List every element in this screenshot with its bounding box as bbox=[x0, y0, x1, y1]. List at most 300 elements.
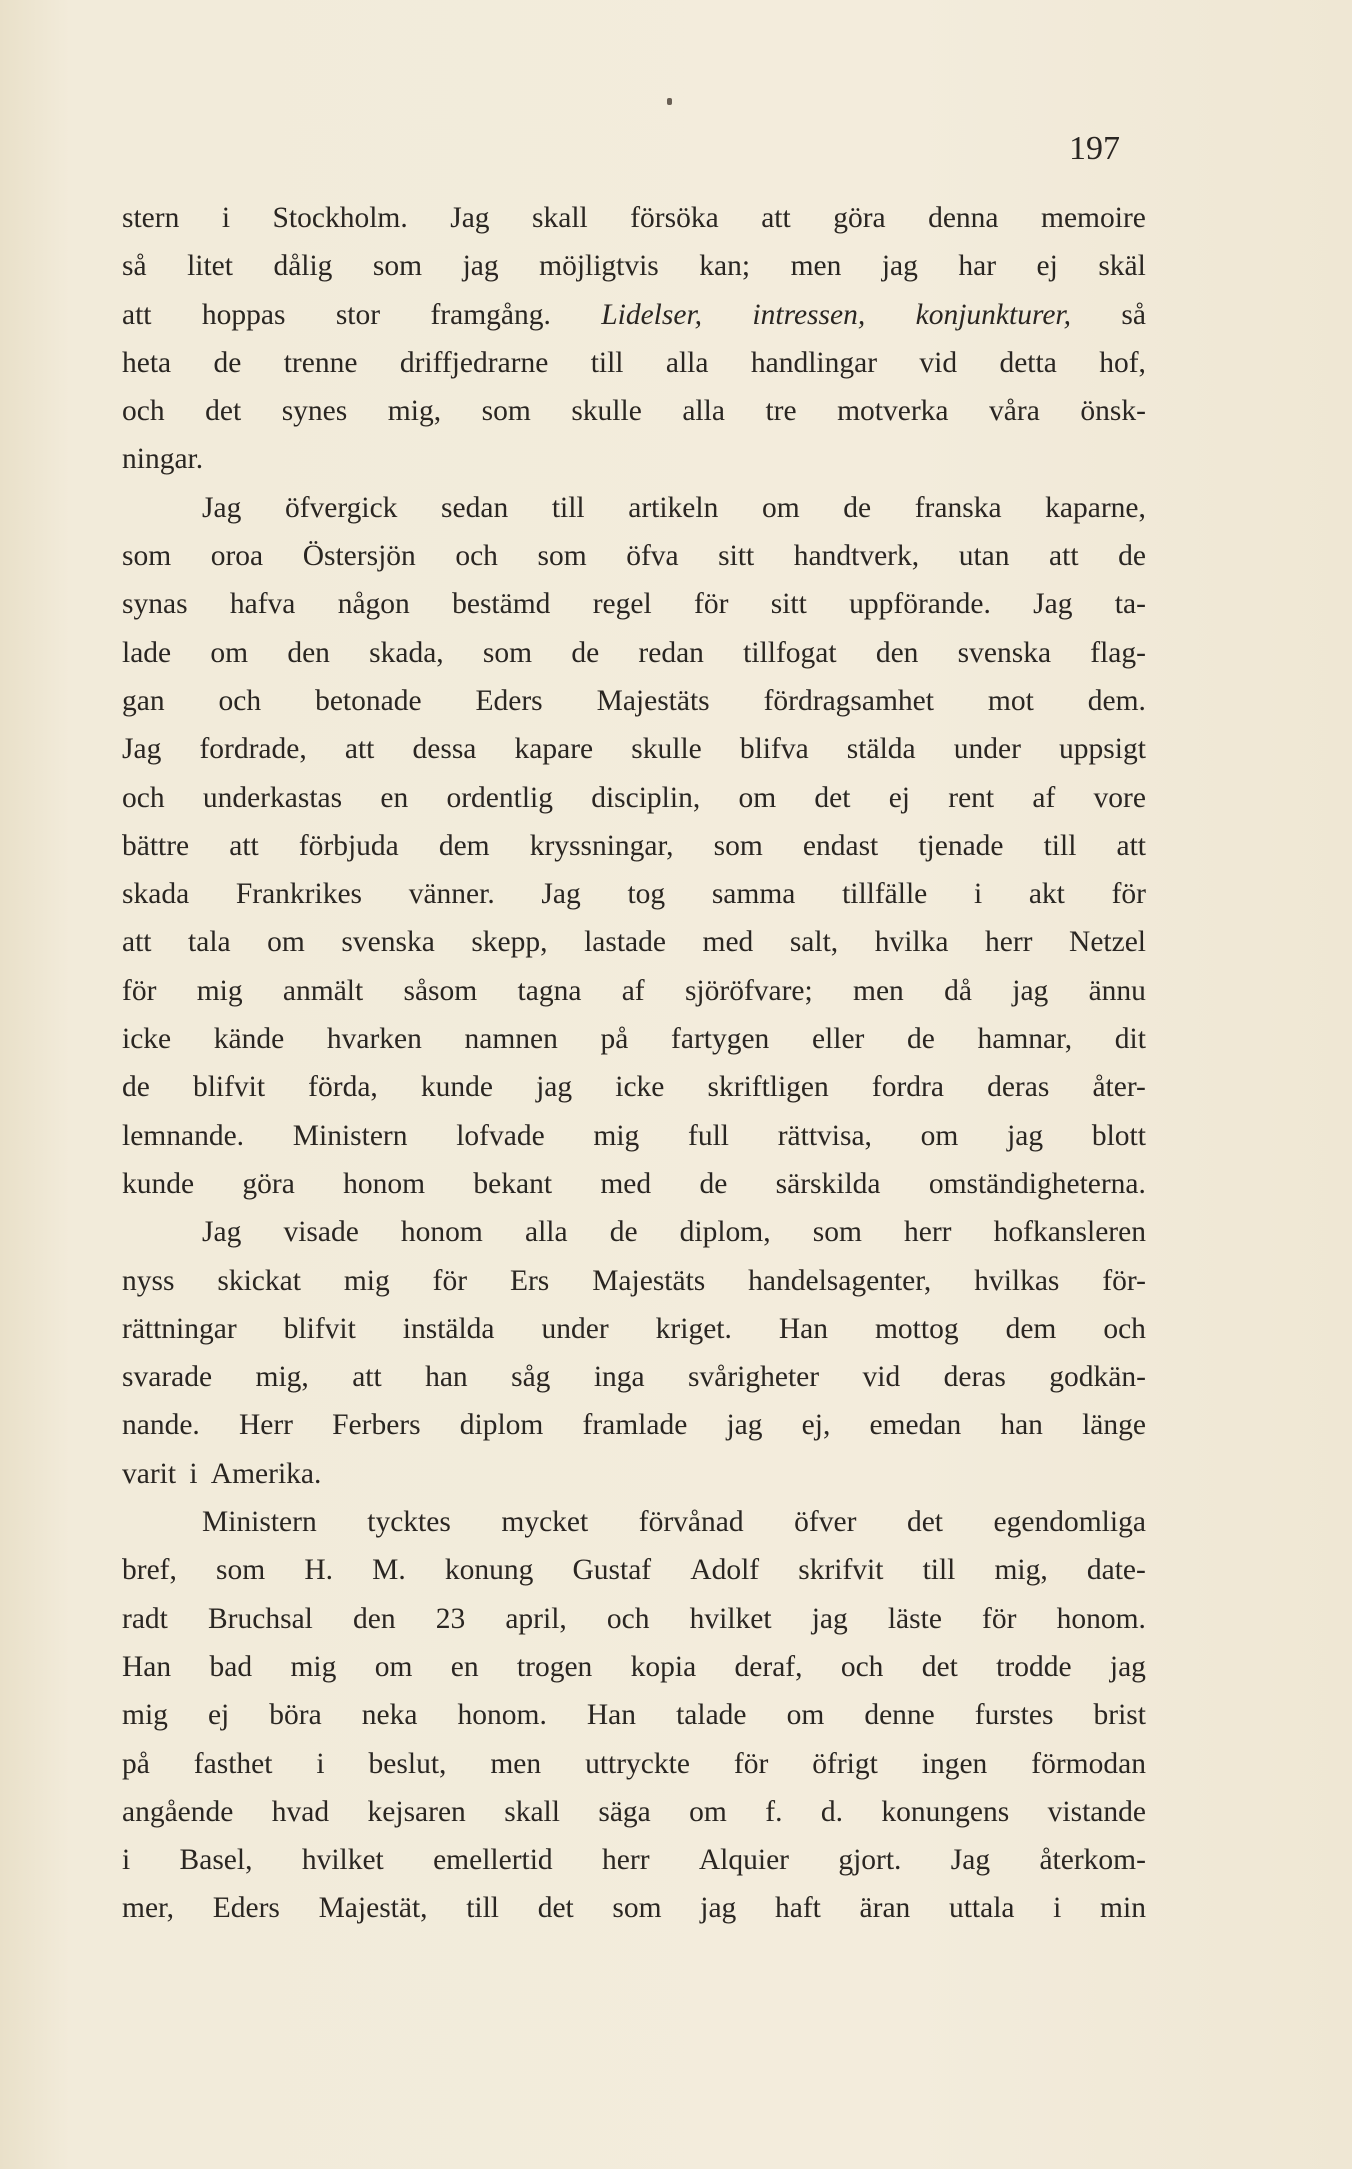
word: för bbox=[1111, 878, 1146, 911]
word: stor bbox=[335, 298, 381, 331]
word: förvånad bbox=[638, 1506, 744, 1539]
word: artikeln bbox=[628, 491, 719, 524]
word: lemnande. bbox=[122, 1119, 245, 1152]
word: öfva bbox=[626, 540, 679, 573]
word: beslut, bbox=[368, 1747, 447, 1780]
word: och bbox=[122, 781, 165, 814]
word: betonade bbox=[315, 684, 422, 717]
word: blott bbox=[1091, 1119, 1146, 1152]
word: någon bbox=[337, 588, 410, 621]
word: instälda bbox=[402, 1312, 495, 1345]
word: ej bbox=[888, 781, 910, 814]
word: jag bbox=[1007, 1119, 1044, 1152]
text-line bbox=[122, 250, 1146, 298]
text-line bbox=[122, 878, 1146, 926]
word: kände bbox=[213, 1023, 285, 1056]
word: disciplin, bbox=[591, 781, 701, 814]
word: det bbox=[537, 1892, 574, 1925]
word: uttryckte bbox=[585, 1747, 690, 1780]
word: deraf, bbox=[734, 1650, 803, 1683]
word: jag bbox=[811, 1602, 848, 1635]
word: tycktes bbox=[367, 1506, 451, 1539]
word: som bbox=[372, 250, 423, 283]
word: f. bbox=[765, 1795, 783, 1828]
text-line bbox=[122, 1023, 1146, 1071]
word: Bruchsal bbox=[208, 1602, 313, 1635]
word: sitt bbox=[718, 540, 755, 573]
word: fartygen bbox=[671, 1023, 770, 1056]
word: honom bbox=[343, 1167, 426, 1200]
word: försöka bbox=[630, 202, 719, 234]
word: Östersjön bbox=[302, 540, 416, 573]
word: ej, bbox=[801, 1409, 831, 1442]
text-line bbox=[122, 733, 1146, 781]
word: intressen, bbox=[752, 298, 866, 331]
word: rättningar bbox=[122, 1312, 237, 1345]
word: då bbox=[944, 974, 972, 1007]
word: mottog bbox=[874, 1312, 959, 1345]
word: Gustaf bbox=[572, 1554, 652, 1587]
word: franska bbox=[914, 491, 1002, 524]
word: om bbox=[689, 1795, 727, 1828]
word: gan bbox=[122, 684, 165, 717]
word: omständigheterna. bbox=[928, 1167, 1146, 1200]
word: herr bbox=[602, 1844, 650, 1877]
word: önsk- bbox=[1080, 395, 1146, 428]
word: hvarken bbox=[326, 1023, 422, 1056]
word: i bbox=[221, 202, 231, 234]
word: skall bbox=[504, 1795, 560, 1828]
word: af bbox=[621, 974, 645, 1007]
word: full bbox=[688, 1119, 729, 1152]
word: som bbox=[812, 1216, 862, 1249]
word: det bbox=[814, 781, 851, 814]
word: ningar. bbox=[122, 443, 204, 476]
word: bättre bbox=[122, 829, 190, 862]
word: mig bbox=[196, 974, 243, 1007]
word: Stockholm. bbox=[272, 202, 408, 234]
word: sitt bbox=[770, 588, 807, 621]
word: bref, bbox=[122, 1554, 177, 1587]
word: som bbox=[537, 540, 587, 573]
word: kan; bbox=[699, 250, 751, 283]
word: dem bbox=[1005, 1312, 1057, 1345]
text-line bbox=[122, 1265, 1146, 1313]
word: furstes bbox=[974, 1699, 1054, 1732]
word: han bbox=[425, 1361, 468, 1394]
word: skickat bbox=[217, 1264, 301, 1297]
word: Ferbers bbox=[332, 1409, 421, 1442]
word: synes bbox=[281, 395, 348, 428]
word: mig, bbox=[387, 395, 442, 428]
word: redan bbox=[638, 636, 704, 669]
word: ordentlig bbox=[446, 781, 553, 814]
word: möjligtvis bbox=[539, 250, 659, 283]
word: Majestäts bbox=[596, 684, 710, 717]
word: för bbox=[694, 588, 729, 621]
word: Jag bbox=[450, 202, 490, 234]
word: som bbox=[216, 1554, 266, 1587]
word: jag bbox=[462, 250, 499, 283]
word: brist bbox=[1093, 1699, 1146, 1732]
text-line bbox=[122, 1120, 1146, 1168]
word: den bbox=[875, 636, 919, 669]
word: den bbox=[287, 636, 330, 669]
word: kejsaren bbox=[367, 1795, 466, 1828]
word: svarade bbox=[122, 1361, 213, 1394]
text-line bbox=[122, 1748, 1146, 1796]
word: mot bbox=[987, 684, 1034, 717]
word: för bbox=[122, 974, 157, 1007]
word: så bbox=[122, 250, 147, 283]
word: göra bbox=[833, 202, 886, 234]
word: H. bbox=[304, 1554, 333, 1587]
word: handlingar bbox=[750, 346, 878, 379]
word: att bbox=[352, 1361, 382, 1394]
word: egendomliga bbox=[993, 1506, 1146, 1539]
word: utan bbox=[958, 540, 1010, 573]
word: med bbox=[600, 1167, 652, 1200]
text-line bbox=[122, 588, 1146, 636]
word: men bbox=[853, 974, 904, 1007]
word: Jag bbox=[202, 491, 242, 524]
word: tjenade bbox=[918, 829, 1004, 862]
word: det bbox=[906, 1506, 943, 1539]
word: för bbox=[432, 1264, 468, 1297]
word: fordrade, bbox=[199, 733, 307, 766]
word: tillfogat bbox=[743, 636, 837, 669]
word: denne bbox=[864, 1699, 935, 1732]
word: icke bbox=[615, 1071, 665, 1104]
word: honom. bbox=[457, 1699, 547, 1732]
word: mig bbox=[343, 1264, 390, 1297]
word: Netzel bbox=[1069, 926, 1146, 959]
word: de bbox=[1118, 540, 1146, 573]
word: de bbox=[843, 491, 872, 524]
word: till bbox=[551, 491, 585, 524]
word: motverka bbox=[837, 395, 949, 428]
word: vid bbox=[862, 1361, 901, 1394]
word: de bbox=[609, 1216, 638, 1249]
word: om bbox=[761, 491, 800, 524]
word: jag bbox=[1012, 974, 1049, 1007]
word: han bbox=[1000, 1409, 1043, 1442]
text-line bbox=[122, 1216, 1146, 1264]
word: särskilda bbox=[775, 1167, 881, 1200]
text-line bbox=[122, 1313, 1146, 1361]
word: dem bbox=[438, 829, 490, 862]
word: ej bbox=[207, 1699, 230, 1732]
word: Lidelser, bbox=[601, 298, 703, 331]
word: stern bbox=[122, 202, 180, 234]
word: länge bbox=[1082, 1409, 1146, 1442]
word: såg bbox=[511, 1361, 551, 1394]
word: de bbox=[907, 1023, 935, 1056]
word: Han bbox=[122, 1650, 172, 1683]
text-line bbox=[122, 540, 1146, 588]
word: åter- bbox=[1092, 1071, 1146, 1104]
word: hafva bbox=[229, 588, 296, 621]
word: skada bbox=[122, 878, 190, 911]
text-line bbox=[122, 1892, 1146, 1940]
word: har bbox=[958, 250, 997, 283]
word: jag bbox=[700, 1892, 737, 1925]
word: sedan bbox=[441, 491, 509, 524]
word: visade bbox=[283, 1216, 359, 1249]
word: tre bbox=[765, 395, 797, 428]
word: deras bbox=[987, 1071, 1050, 1104]
word: om bbox=[374, 1650, 413, 1683]
word: neka bbox=[361, 1699, 418, 1732]
word: till bbox=[1043, 829, 1077, 862]
word: det bbox=[921, 1650, 958, 1683]
word: Ministern bbox=[202, 1506, 317, 1539]
word: blifvit bbox=[192, 1071, 266, 1104]
text-line bbox=[122, 202, 1146, 250]
text-line bbox=[122, 1071, 1146, 1119]
word: skulle bbox=[571, 395, 642, 428]
word: Han bbox=[778, 1312, 828, 1345]
word: konungens bbox=[881, 1795, 1010, 1828]
text-line bbox=[122, 347, 1146, 395]
word: honom bbox=[400, 1216, 483, 1249]
word: herr bbox=[984, 926, 1033, 959]
word: kunde bbox=[420, 1071, 493, 1104]
word: date- bbox=[1086, 1554, 1146, 1587]
word: och bbox=[606, 1602, 650, 1635]
text-line bbox=[122, 1458, 1146, 1506]
word: tala bbox=[188, 926, 231, 959]
word: oroa bbox=[210, 540, 264, 573]
word: M. bbox=[372, 1554, 406, 1587]
word: om bbox=[920, 1119, 959, 1152]
word: namnen bbox=[464, 1023, 558, 1056]
word: alla bbox=[665, 346, 709, 379]
word: böra bbox=[269, 1699, 322, 1732]
word: salt, bbox=[789, 926, 839, 959]
word: emellertid bbox=[433, 1844, 553, 1877]
word: mer, bbox=[122, 1892, 175, 1925]
text-line bbox=[122, 1844, 1146, 1892]
text-line bbox=[122, 637, 1146, 685]
word: till bbox=[466, 1892, 500, 1925]
word: hvad bbox=[271, 1795, 330, 1828]
word: och bbox=[840, 1650, 884, 1683]
word: honom. bbox=[1056, 1602, 1146, 1635]
text-line bbox=[122, 1506, 1146, 1554]
word: förda, bbox=[308, 1071, 378, 1104]
word: denna bbox=[928, 202, 999, 234]
word: förmodan bbox=[1031, 1747, 1146, 1780]
text-line bbox=[122, 443, 1146, 491]
word: skäl bbox=[1098, 250, 1146, 283]
word: jag bbox=[536, 1071, 573, 1104]
word: ingen bbox=[921, 1747, 988, 1780]
word: handtverk, bbox=[793, 540, 920, 573]
word: varit bbox=[122, 1457, 177, 1490]
word: regel bbox=[592, 588, 652, 621]
word: samma bbox=[711, 878, 796, 911]
word: om bbox=[267, 926, 305, 959]
text-line bbox=[122, 395, 1146, 443]
word: rent bbox=[948, 781, 995, 814]
word: de bbox=[122, 1071, 150, 1104]
word: om bbox=[738, 781, 777, 814]
word: underkastas bbox=[202, 781, 343, 814]
word: uppsigt bbox=[1059, 733, 1146, 766]
word: göra bbox=[242, 1167, 295, 1200]
word: haft bbox=[774, 1892, 821, 1925]
word: men bbox=[790, 250, 842, 283]
text-line bbox=[122, 926, 1146, 974]
word: som bbox=[713, 829, 763, 862]
word: de bbox=[699, 1167, 728, 1200]
word: en bbox=[380, 781, 409, 814]
word: svenska bbox=[957, 636, 1052, 669]
text-line bbox=[122, 492, 1146, 540]
word: till bbox=[590, 346, 624, 379]
word: Ers bbox=[509, 1264, 550, 1297]
word: trogen bbox=[516, 1650, 593, 1683]
word: läste bbox=[887, 1602, 942, 1635]
word: Jag bbox=[950, 1844, 991, 1877]
word: dit bbox=[1114, 1023, 1146, 1056]
word: icke bbox=[122, 1023, 172, 1056]
word: anmält bbox=[282, 974, 364, 1007]
word: akt bbox=[1028, 878, 1065, 911]
text-line bbox=[122, 1796, 1146, 1844]
word: i bbox=[1053, 1892, 1062, 1925]
word: Han bbox=[586, 1699, 637, 1732]
word: skall bbox=[532, 202, 588, 234]
word: svårigheter bbox=[688, 1361, 820, 1394]
word: för bbox=[733, 1747, 769, 1780]
word: under bbox=[953, 733, 1021, 766]
word: detta bbox=[999, 346, 1057, 379]
word: mig bbox=[290, 1650, 337, 1683]
page-number: 197 bbox=[1069, 130, 1120, 167]
word: och bbox=[455, 540, 498, 573]
word: heta bbox=[122, 346, 172, 379]
word: Herr bbox=[238, 1409, 293, 1442]
text-line bbox=[122, 1603, 1146, 1651]
word: i bbox=[973, 878, 983, 911]
word: på bbox=[600, 1023, 629, 1056]
word: om bbox=[210, 636, 249, 669]
word: sjöröfvare; bbox=[684, 974, 813, 1007]
word: att bbox=[1116, 829, 1146, 862]
word: deras bbox=[943, 1361, 1006, 1394]
word: d. bbox=[820, 1795, 844, 1828]
word: att bbox=[122, 298, 152, 331]
text-line bbox=[122, 830, 1146, 878]
word: Alquier bbox=[698, 1844, 789, 1877]
word: och bbox=[218, 684, 262, 717]
word: under bbox=[541, 1312, 609, 1345]
word: att bbox=[344, 733, 375, 766]
word: hoppas bbox=[201, 298, 286, 331]
word: som bbox=[612, 1892, 662, 1925]
text-line bbox=[122, 1361, 1146, 1409]
word: framgång. bbox=[430, 298, 551, 331]
word: så bbox=[1121, 298, 1146, 331]
body-text bbox=[122, 202, 1146, 1941]
word: lofvade bbox=[456, 1119, 545, 1152]
word: och bbox=[1103, 1312, 1146, 1345]
word: Jag bbox=[1033, 588, 1073, 621]
word: 23 bbox=[435, 1602, 466, 1635]
word: rättvisa, bbox=[777, 1119, 872, 1152]
word: öfver bbox=[794, 1506, 857, 1539]
word: stälda bbox=[846, 733, 916, 766]
word: vistande bbox=[1047, 1795, 1146, 1828]
word: mycket bbox=[501, 1506, 589, 1539]
word: hvilka bbox=[874, 926, 949, 959]
word: radt bbox=[122, 1602, 168, 1635]
word: vore bbox=[1093, 781, 1146, 814]
text-line bbox=[122, 1554, 1146, 1602]
word: mig, bbox=[994, 1554, 1048, 1587]
word: synas bbox=[122, 588, 188, 621]
word: att bbox=[1049, 540, 1079, 573]
word: kaparne, bbox=[1045, 491, 1146, 524]
word: tagna bbox=[517, 974, 582, 1007]
word: med bbox=[702, 926, 754, 959]
word: i bbox=[189, 1457, 198, 1490]
word: att bbox=[122, 926, 152, 959]
word: säga bbox=[598, 1795, 651, 1828]
word: Jag bbox=[541, 878, 581, 911]
word: trodde bbox=[996, 1650, 1072, 1683]
word: den bbox=[353, 1602, 396, 1635]
word: till bbox=[922, 1554, 956, 1587]
word: litet bbox=[187, 250, 233, 283]
word: ännu bbox=[1088, 974, 1146, 1007]
text-line bbox=[122, 685, 1146, 733]
word: lade bbox=[122, 636, 172, 669]
word: skada, bbox=[369, 636, 444, 669]
word: nande. bbox=[122, 1409, 200, 1442]
word: bad bbox=[209, 1650, 253, 1683]
word: inga bbox=[593, 1361, 645, 1394]
word: återkom- bbox=[1039, 1844, 1146, 1877]
word: Basel, bbox=[179, 1844, 253, 1877]
word: dessa bbox=[412, 733, 477, 766]
word: tillfälle bbox=[842, 878, 928, 911]
word: att bbox=[761, 202, 791, 234]
word: Eders bbox=[212, 1892, 280, 1925]
word: hvilket bbox=[689, 1602, 772, 1635]
word: om bbox=[786, 1699, 825, 1732]
word: Amerika. bbox=[210, 1457, 322, 1490]
word: Jag bbox=[202, 1216, 242, 1249]
word: memoire bbox=[1041, 202, 1146, 234]
word: konung bbox=[444, 1554, 534, 1587]
word: kriget. bbox=[655, 1312, 732, 1345]
word: jag bbox=[881, 250, 918, 283]
word: och bbox=[122, 395, 165, 428]
word: jag bbox=[1109, 1650, 1146, 1683]
word: på bbox=[122, 1747, 150, 1780]
word: trenne bbox=[283, 346, 358, 379]
word: skrifvit bbox=[798, 1554, 884, 1587]
word: Eders bbox=[475, 684, 543, 717]
word: min bbox=[1100, 1892, 1146, 1925]
word: våra bbox=[989, 395, 1040, 428]
word: alla bbox=[682, 395, 725, 428]
word: framlade bbox=[582, 1409, 688, 1442]
word: eller bbox=[811, 1023, 865, 1056]
